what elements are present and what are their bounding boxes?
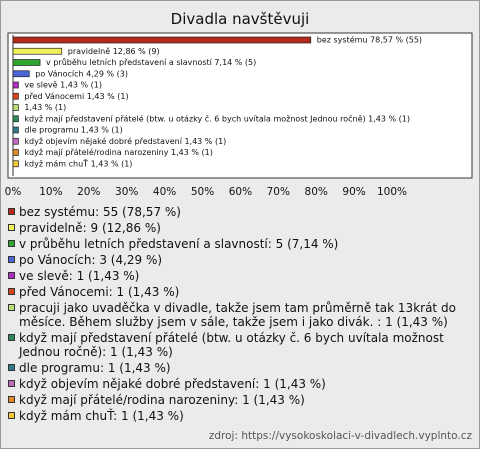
legend-swatch <box>8 208 15 215</box>
x-tick-5: 50% <box>190 186 215 198</box>
legend-label: když objevím nějaké dobré představení: 1 (1,43 %) <box>19 377 326 391</box>
bar-label-7: když mají představení přátelé (btw. u otázky č. 6 bych uvítala možnost Jednou ročně) 1,43 % (1) <box>24 114 411 124</box>
legend-item <box>8 377 476 391</box>
legend-swatch <box>8 288 15 295</box>
x-tick-10: 100% <box>376 186 408 198</box>
bar-9 <box>13 138 18 144</box>
bar-2 <box>13 60 40 66</box>
bar-8 <box>13 127 18 133</box>
legend-label: pracuji jako uvaděčka v divadle, takže jsem tam průměrně tak 13krát do měsíce. Během služby jsem v sále, takže jsem i jako divák. : 1 (1,43 %) <box>19 301 456 329</box>
legend-item <box>8 237 476 251</box>
bar-label-4: ve slevě 1,43 % (1) <box>24 80 102 90</box>
bar-6 <box>13 105 18 111</box>
legend-swatch <box>8 256 15 263</box>
x-tick-8: 80% <box>304 186 328 198</box>
legend-item <box>8 221 476 235</box>
legend-item <box>8 205 476 219</box>
x-tick-0: 0% <box>4 186 22 198</box>
bar-label-3: po Vánocích 4,29 % (3) <box>35 69 128 79</box>
legend-label: dle programu: 1 (1,43 %) <box>19 361 171 375</box>
legend-item <box>8 393 476 407</box>
bar-label-8: dle programu 1,43 % (1) <box>24 125 123 135</box>
legend-item <box>8 409 476 423</box>
legend-label: ve slevě: 1 (1,43 %) <box>19 269 140 283</box>
legend-item <box>8 253 476 267</box>
bar-11 <box>13 161 18 167</box>
legend-label: pravidelně: 9 (12,86 %) <box>19 221 161 235</box>
bar-label-10: když mají přátelé/rodina narozeniny 1,43 % (1) <box>24 148 213 157</box>
chart-title: Divadla navštěvuji <box>170 10 310 28</box>
legend-label: po Vánocích: 3 (4,29 %) <box>19 253 163 267</box>
legend-swatch <box>8 334 15 341</box>
legend-item <box>8 285 476 299</box>
legend-swatch <box>8 304 15 311</box>
bar-label-1: pravidelně 12,86 % (9) <box>67 46 160 56</box>
legend-swatch <box>8 224 15 231</box>
bar-4 <box>13 82 18 88</box>
bar-label-5: před Vánocemi 1,43 % (1) <box>24 91 129 101</box>
legend-swatch <box>8 364 15 371</box>
bar-10 <box>13 150 18 156</box>
legend-swatch <box>8 240 15 247</box>
legend-swatch <box>8 396 15 403</box>
legend-label: před Vánocemi: 1 (1,43 %) <box>19 285 180 299</box>
x-tick-6: 60% <box>228 186 253 198</box>
legend-item <box>8 301 476 329</box>
bar-7 <box>13 116 18 122</box>
bar-label-9: když objevím nějaké dobré představení 1,43 % (1) <box>24 136 227 146</box>
bar-label-11: když mám chuŤ 1,43 % (1) <box>24 159 133 169</box>
bar-0 <box>13 37 311 43</box>
bar-1 <box>13 48 62 54</box>
x-tick-7: 70% <box>266 186 290 198</box>
x-tick-2: 20% <box>77 186 101 198</box>
bar-5 <box>13 93 18 99</box>
legend-item <box>8 269 476 283</box>
source-note: zdroj: https://vysokoskolaci-v-divadlech.vyplnto.cz <box>208 430 472 442</box>
legend-swatch <box>8 380 15 387</box>
legend-label: když mám chuŤ: 1 (1,43 %) <box>19 409 184 423</box>
x-tick-3: 30% <box>115 186 139 198</box>
bar-label-2: v průběhu letních představení a slavností 7,14 % (5) <box>46 58 257 67</box>
x-tick-4: 40% <box>152 186 177 198</box>
x-tick-1: 10% <box>39 186 63 198</box>
bar-label-0: bez systému 78,57 % (55) <box>316 35 423 45</box>
legend-label: když mají představení přátelé (btw. u otázky č. 6 bych uvítala možnost Jednou ročně): 1 (1,43 %) <box>19 331 444 359</box>
legend <box>8 205 476 425</box>
legend-label: když mají přátelé/rodina narozeniny: 1 (1,43 %) <box>19 393 305 407</box>
x-tick-9: 90% <box>342 186 366 198</box>
legend-swatch <box>8 412 15 419</box>
bar-3 <box>13 71 29 77</box>
legend-label: bez systému: 55 (78,57 %) <box>19 205 181 219</box>
legend-label: v průběhu letních představení a slavností: 5 (7,14 %) <box>19 237 339 251</box>
legend-swatch <box>8 272 15 279</box>
legend-item <box>8 331 476 359</box>
bar-label-6: 1,43 % (1) <box>24 103 67 112</box>
bar-chart <box>0 0 480 200</box>
legend-item <box>8 361 476 375</box>
